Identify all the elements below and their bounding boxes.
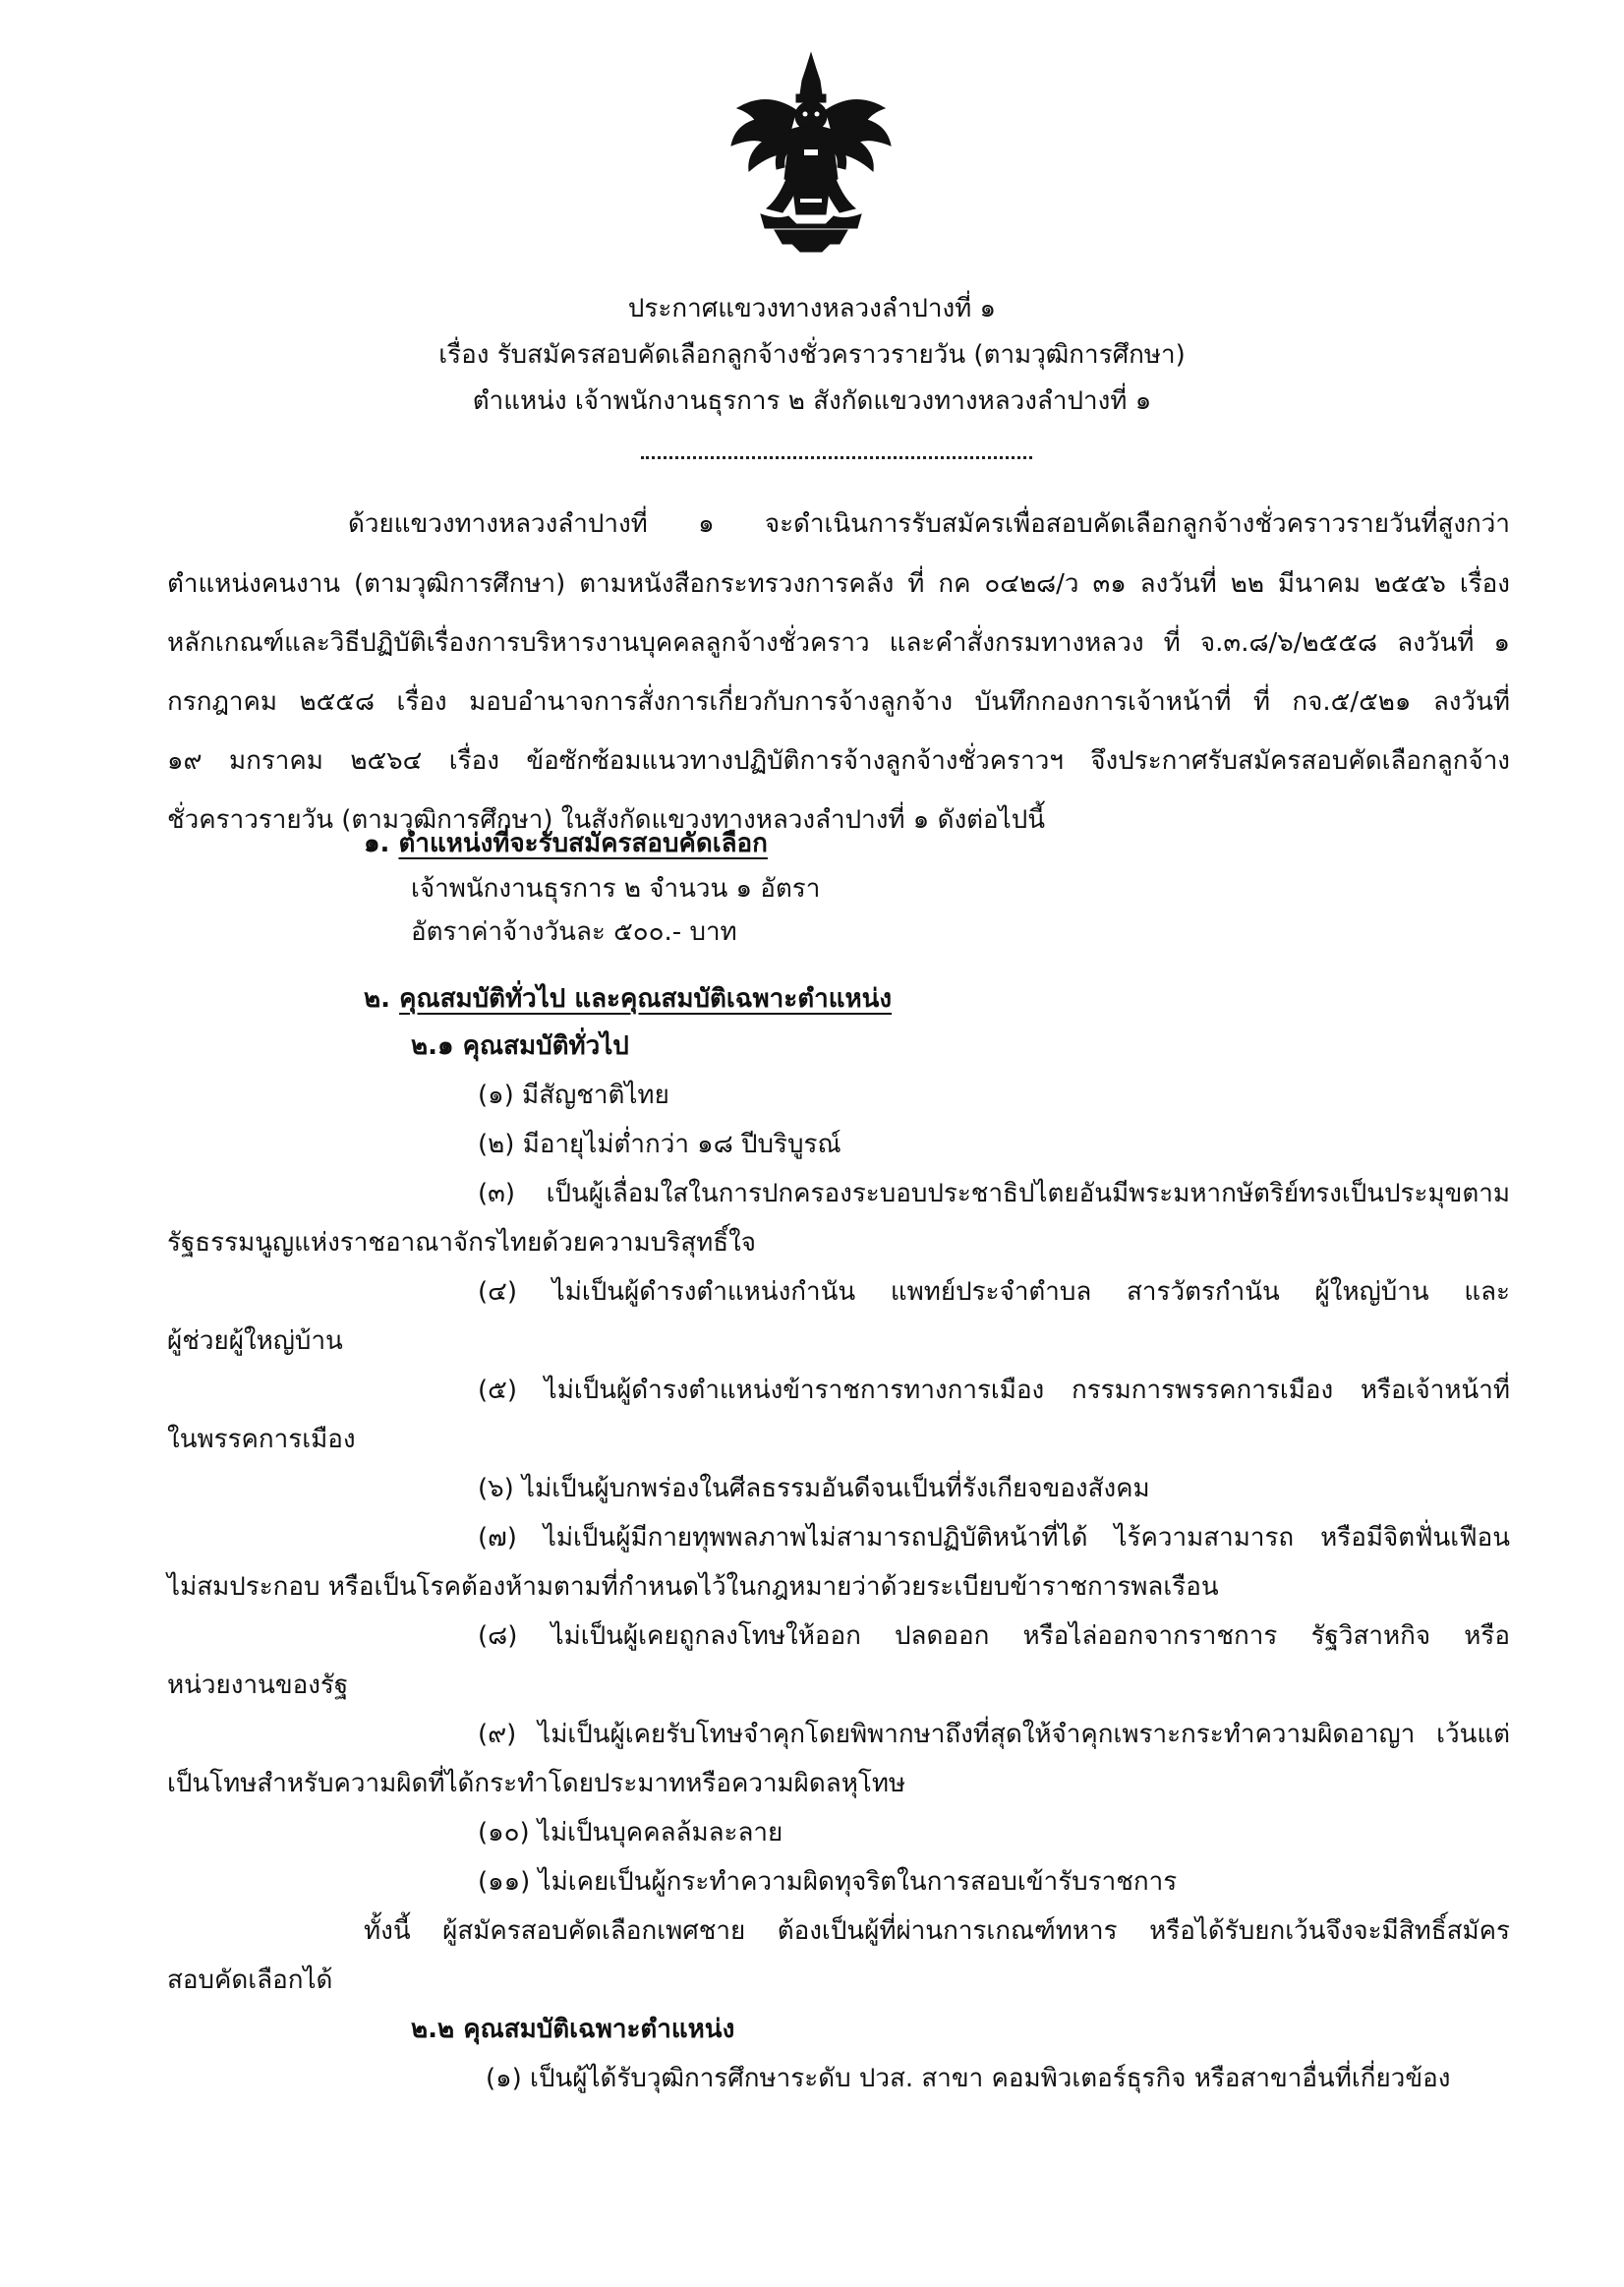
header-divider xyxy=(641,456,1032,459)
announcement-position: ตำแหน่ง เจ้าพนักงานธุรการ ๒ สังกัดแขวงทางหลวงลำปางที่ ๑ xyxy=(472,386,1152,416)
qualification-item-cont: ไม่สมประกอบ หรือเป็นโรคต้องห้ามตามที่กำหนดไว้ในกฎหมายว่าด้วยระเบียบข้าราชการพลเรือน xyxy=(167,1572,1219,1602)
section2-title: คุณสมบัติทั่วไป และคุณสมบัติเฉพาะตำแหน่ง xyxy=(399,984,893,1014)
qualification-item-cont: รัฐธรรมนูญแห่งราชอาณาจักรไทยด้วยความบริสุทธิ์ใจ xyxy=(167,1228,757,1258)
qualification-item: (๓) เป็นผู้เลื่อมใสในการปกครองระบอบประชาธิปไตยอันมีพระมหากษัตริย์ทรงเป็นประมุขตาม xyxy=(478,1179,1510,1208)
intro-line: ชั่วคราวรายวัน (ตามวุฒิการศึกษา) ในสังกัดแขวงทางหลวงลำปางที่ ๑ ดังต่อไปนี้ xyxy=(167,805,1046,835)
section1-heading xyxy=(364,824,768,863)
qualification-item: (๖) ไม่เป็นผู้บกพร่องในศีลธรรมอันดีจนเป็นที่รังเกียจของสังคม xyxy=(478,1474,1150,1503)
intro-line: ด้วยแขวงทางหลวงลำปางที่ ๑ จะดำเนินการรับสมัครเพื่อสอบคัดเลือกลูกจ้างชั่วคราวรายวันที่สูงกว่า xyxy=(348,509,1510,539)
section2-number: ๒. xyxy=(364,984,391,1014)
military-note-cont: สอบคัดเลือกได้ xyxy=(167,1965,333,1995)
specific-qualification-item: (๑) เป็นผู้ได้รับวุฒิการศึกษาระดับ ปวส. สาขา คอมพิวเตอร์ธุรกิจ หรือสาขาอื่นที่เกี่ยวข้อง xyxy=(486,2064,1451,2093)
announcement-title: ประกาศแขวงทางหลวงลำปางที่ ๑ xyxy=(627,294,997,323)
qualification-item: (๕) ไม่เป็นผู้ดำรงตำแหน่งข้าราชการทางการเมือง กรรมการพรรคการเมือง หรือเจ้าหน้าที่ xyxy=(478,1376,1510,1405)
position-quota: เจ้าพนักงานธุรการ ๒ จำนวน ๑ อัตรา xyxy=(411,874,821,904)
qualification-item: (๙) ไม่เป็นผู้เคยรับโทษจำคุกโดยพิพากษาถึงที่สุดให้จำคุกเพราะกระทำความผิดอาญา เว้นแต่ xyxy=(478,1720,1510,1749)
qualification-item: (๒) มีอายุไม่ต่ำกว่า ๑๘ ปีบริบูรณ์ xyxy=(478,1130,841,1159)
section1-title: ตำแหน่งที่จะรับสมัครสอบคัดเลือก xyxy=(398,829,768,858)
qualification-item: (๑๑) ไม่เคยเป็นผู้กระทำความผิดทุจริตในการสอบเข้ารับราชการ xyxy=(478,1867,1178,1897)
qualification-item: (๑) มีสัญชาติไทย xyxy=(478,1081,669,1110)
qualification-item: (๑๐) ไม่เป็นบุคคลล้มละลาย xyxy=(478,1818,783,1847)
military-note: ทั้งนี้ ผู้สมัครสอบคัดเลือกเพศชาย ต้องเป็นผู้ที่ผ่านการเกณฑ์ทหาร หรือได้รับยกเว้นจึงจะมีสิทธิ์สมัคร xyxy=(364,1916,1510,1946)
qualification-item-cont: ผู้ช่วยผู้ใหญ่บ้าน xyxy=(167,1326,343,1356)
intro-line: หลักเกณฑ์และวิธีปฏิบัติเรื่องการบริหารงานบุคคลลูกจ้างชั่วคราว และคำสั่งกรมทางหลวง ที่ จ.๓.๘/๖/๒๕๕๘ ลงวันที่ ๑ xyxy=(167,628,1510,658)
intro-line: ๑๙ มกราคม ๒๕๖๔ เรื่อง ข้อซักซ้อมแนวทางปฏิบัติการจ้างลูกจ้างชั่วคราวฯ จึงประกาศรับสมัครสอบคัดเลือกลูกจ้าง xyxy=(167,746,1510,776)
section2-heading xyxy=(364,979,892,1019)
qualification-item-cont: หน่วยงานของรัฐ xyxy=(167,1671,349,1700)
subsection-general-title: ๒.๑ คุณสมบัติทั่วไป xyxy=(411,1031,629,1061)
qualification-item-cont: เป็นโทษสำหรับความผิดที่ได้กระทำโดยประมาทหรือความผิดลหุโทษ xyxy=(167,1769,906,1798)
section1-number: ๑. xyxy=(364,829,390,858)
garuda-emblem-icon xyxy=(727,51,895,254)
announcement-subject: เรื่อง รับสมัครสอบคัดเลือกลูกจ้างชั่วคราวรายวัน (ตามวุฒิการศึกษา) xyxy=(438,340,1186,370)
qualification-item-cont: ในพรรคการเมือง xyxy=(167,1425,356,1454)
daily-wage: อัตราค่าจ้างวันละ ๕๐๐.- บาท xyxy=(411,917,737,947)
qualification-item: (๘) ไม่เป็นผู้เคยถูกลงโทษให้ออก ปลดออก หรือไล่ออกจากราชการ รัฐวิสาหกิจ หรือ xyxy=(478,1621,1510,1651)
qualification-item: (๗) ไม่เป็นผู้มีกายทุพพลภาพไม่สามารถปฏิบัติหน้าที่ได้ ไร้ความสามารถ หรือมีจิตฟั่นเฟือน xyxy=(478,1523,1510,1553)
intro-line: ตำแหน่งคนงาน (ตามวุฒิการศึกษา) ตามหนังสือกระทรวงการคลัง ที่ กค ๐๔๒๘/ว ๓๑ ลงวันที่ ๒๒ มีนาคม ๒๕๕๖ เรื่อง xyxy=(167,569,1510,599)
intro-line: กรกฎาคม ๒๕๕๘ เรื่อง มอบอำนาจการสั่งการเกี่ยวกับการจ้างลูกจ้าง บันทึกกองการเจ้าหน้าที่ ที่ กจ.๕/๕๒๑ ลงวันที่ xyxy=(167,687,1510,717)
subsection-specific-title: ๒.๒ คุณสมบัติเฉพาะตำแหน่ง xyxy=(411,2015,735,2044)
qualification-item: (๔) ไม่เป็นผู้ดำรงตำแหน่งกำนัน แพทย์ประจำตำบล สารวัตรกำนัน ผู้ใหญ่บ้าน และ xyxy=(478,1277,1510,1307)
